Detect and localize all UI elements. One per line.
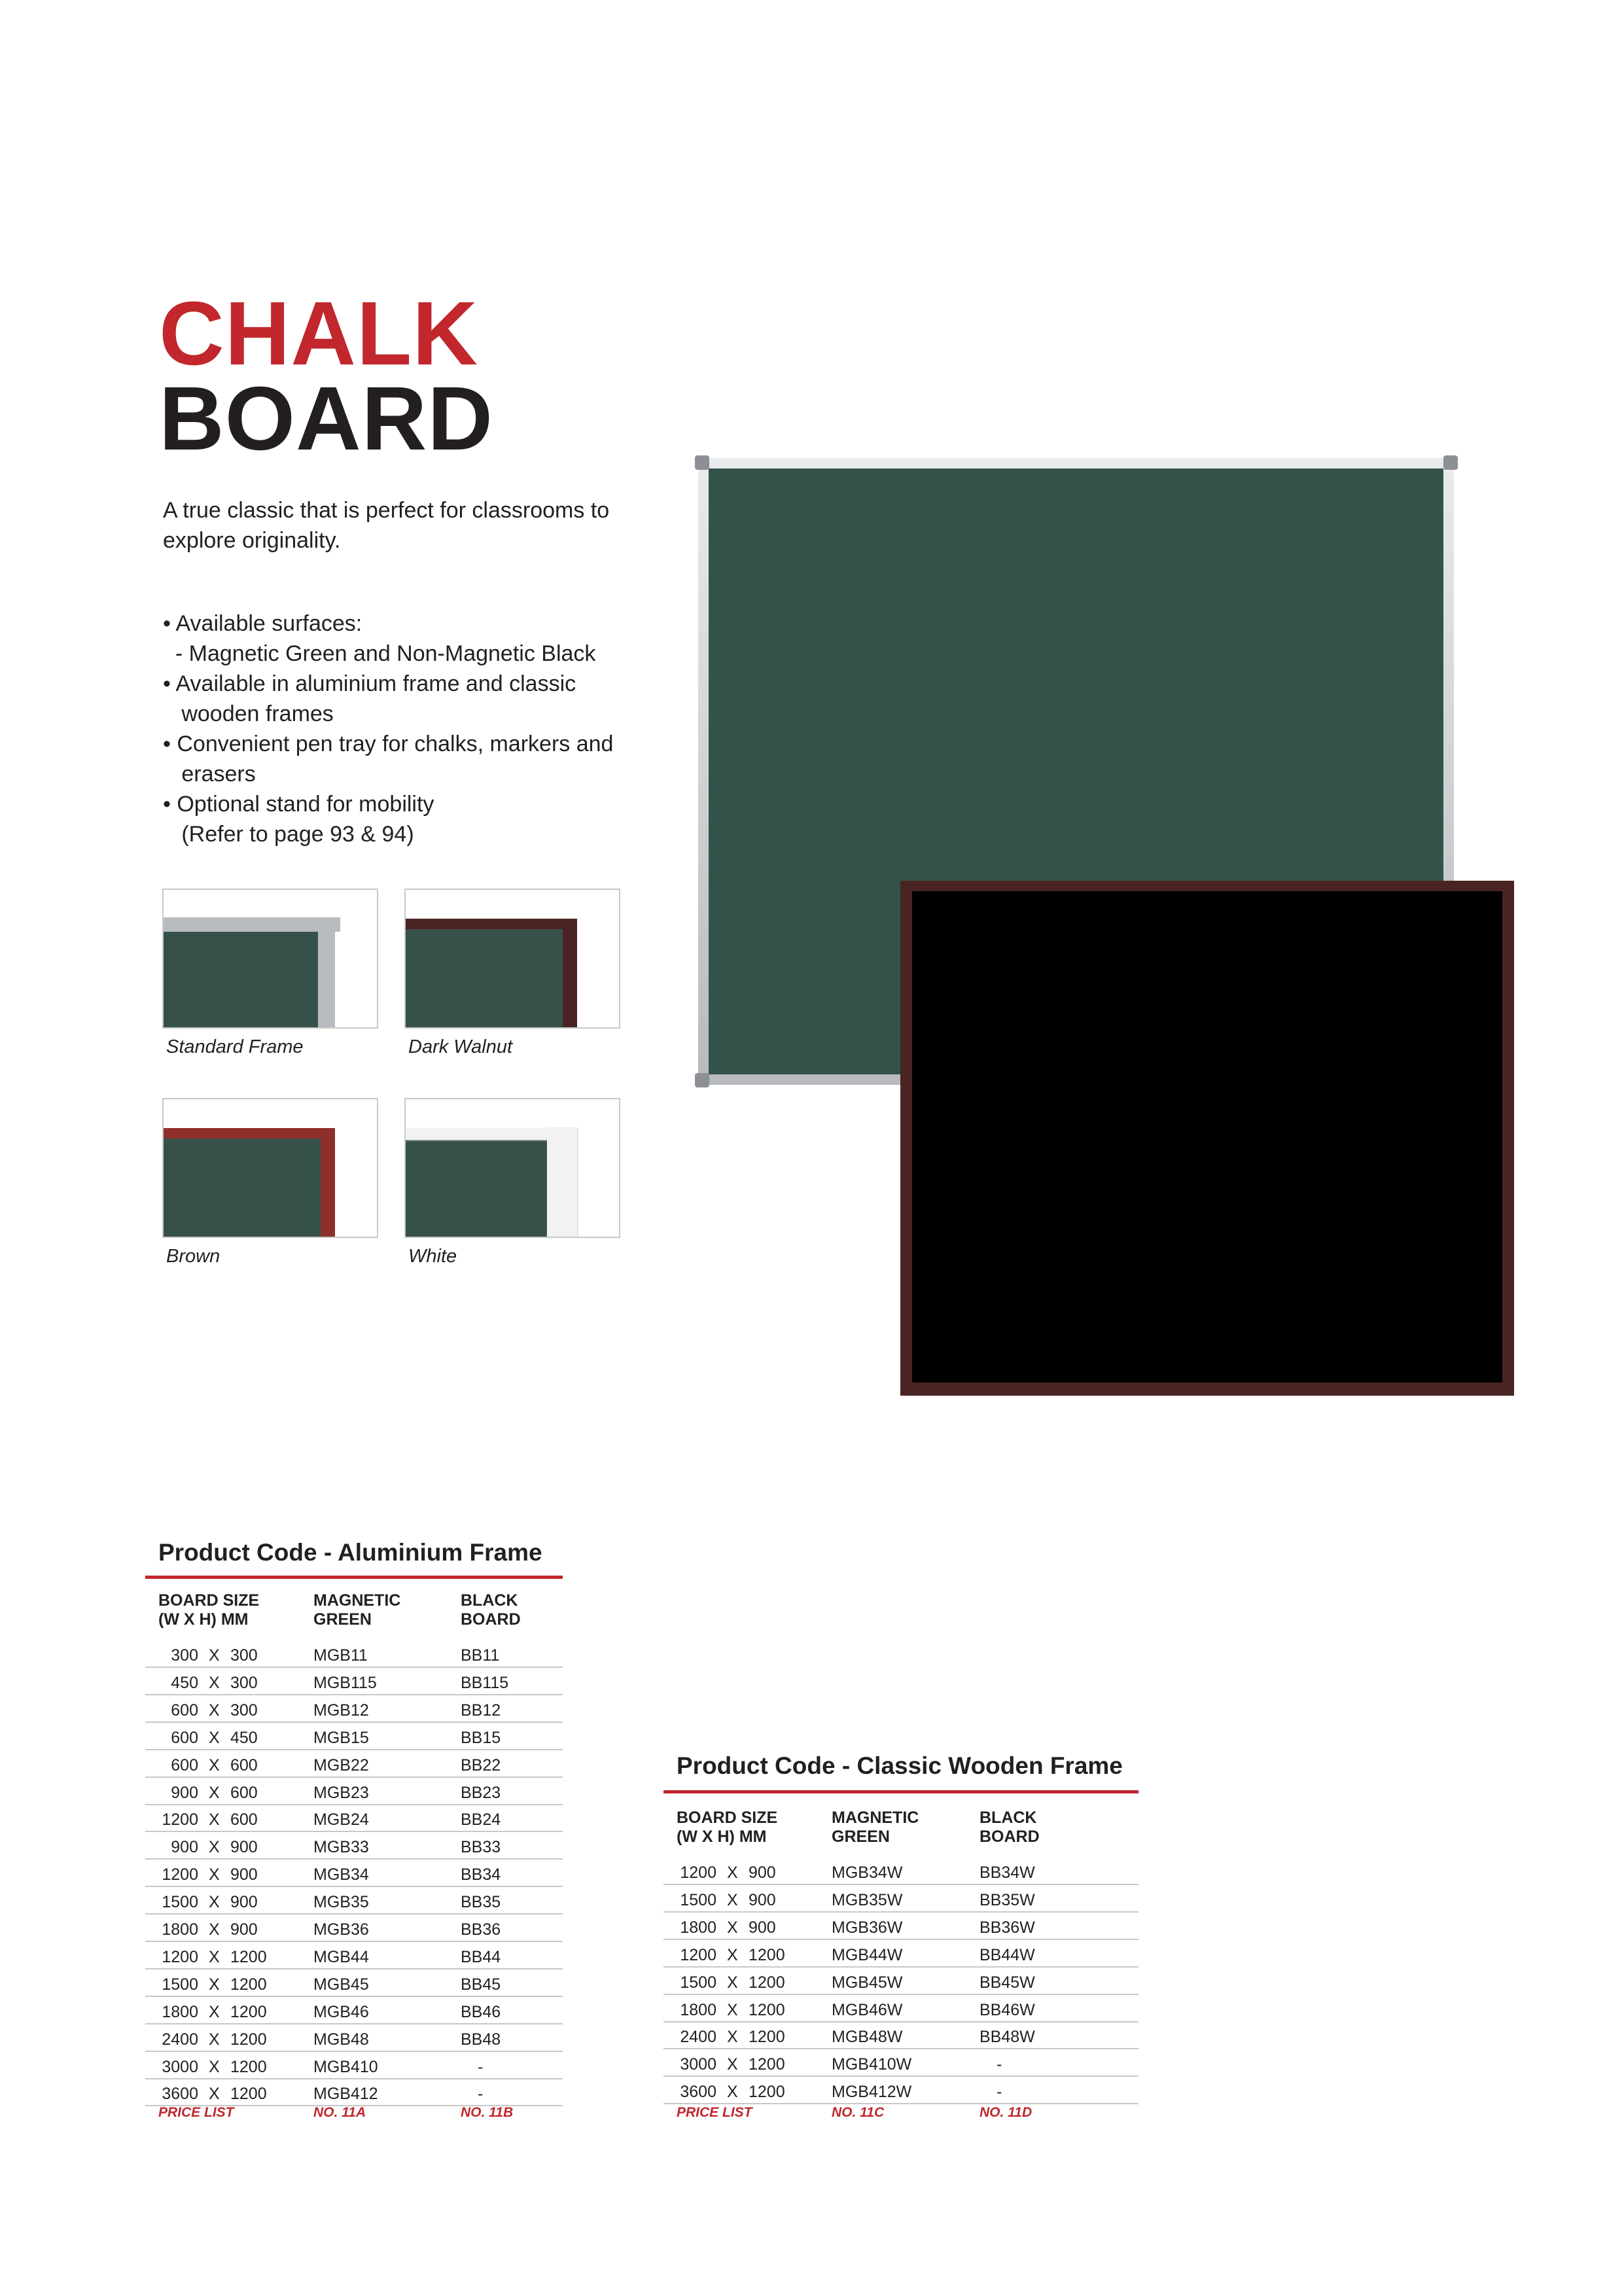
swatch-surface — [406, 927, 563, 1029]
table-row — [145, 1696, 563, 1723]
cell-width: 900 — [171, 1838, 198, 1857]
aluminium-footer-price: PRICE LIST — [158, 2105, 234, 2120]
feature-list — [163, 609, 660, 849]
table-row — [145, 1751, 563, 1778]
table-row — [145, 1669, 563, 1695]
cell-black-board: BB44W — [980, 1945, 1035, 1964]
table-row — [663, 2022, 1139, 2049]
cell-magnetic-green: MGB34W — [832, 1863, 903, 1882]
cell-magnetic-green: MGB45W — [832, 1973, 903, 1992]
table-row — [663, 1913, 1139, 1940]
cell-times: X — [209, 1728, 220, 1747]
frame-corner — [695, 1073, 709, 1087]
aluminium-table-title: Product Code - Aluminium Frame — [158, 1539, 542, 1566]
cell-height: 600 — [230, 1783, 258, 1802]
cell-height: 450 — [230, 1728, 258, 1747]
table-row — [145, 2053, 563, 2079]
wooden-footer-black: NO. 11D — [980, 2105, 1033, 2120]
cell-height: 1200 — [230, 2030, 267, 2049]
cell-height: 300 — [230, 1646, 258, 1665]
cell-times: X — [209, 1756, 220, 1775]
cell-width: 900 — [171, 1783, 198, 1802]
cell-magnetic-green: MGB412 — [313, 2085, 378, 2104]
cell-height: 900 — [230, 1893, 258, 1912]
table-row — [145, 1970, 563, 1997]
table-row — [145, 2025, 563, 2052]
black-chalkboard-image — [912, 891, 1502, 1383]
feature-line: • Available surfaces: — [163, 611, 362, 636]
cell-height: 900 — [230, 1865, 258, 1884]
cell-width: 600 — [171, 1756, 198, 1775]
cell-black-board: - — [478, 2085, 484, 2104]
swatch-dark-walnut — [404, 889, 620, 1029]
cell-times: X — [727, 1973, 738, 1992]
swatch-white — [404, 1098, 620, 1238]
cell-width: 1200 — [162, 1947, 198, 1966]
feature-line: - Magnetic Green and Non-Magnetic Black — [163, 641, 596, 666]
cell-width: 1800 — [162, 2002, 198, 2021]
swatch-label-brown: Brown — [166, 1246, 221, 1267]
cell-height: 1200 — [749, 2083, 785, 2102]
table-row — [145, 2079, 563, 2106]
table-row — [663, 1996, 1139, 2022]
cell-height: 300 — [230, 1701, 258, 1720]
table-row — [663, 2077, 1139, 2104]
cell-times: X — [209, 1920, 220, 1939]
cell-height: 600 — [230, 1756, 258, 1775]
cell-height: 600 — [230, 1810, 258, 1829]
table-row — [663, 2050, 1139, 2077]
cell-magnetic-green: MGB36W — [832, 1918, 903, 1937]
header-line: GREEN — [832, 1828, 890, 1846]
cell-height: 900 — [749, 1890, 776, 1909]
cell-times: X — [209, 1865, 220, 1884]
cell-times: X — [727, 1890, 738, 1909]
cell-black-board: BB22 — [461, 1756, 501, 1775]
cell-height: 300 — [230, 1673, 258, 1692]
cell-black-board: BB115 — [461, 1673, 509, 1692]
cell-black-board: BB46W — [980, 2000, 1035, 2019]
cell-magnetic-green: MGB34 — [313, 1865, 369, 1884]
cell-width: 1200 — [162, 1865, 198, 1884]
swatch-label-white: White — [408, 1246, 457, 1267]
cell-black-board: BB45 — [461, 1975, 501, 1994]
swatch-frame-side — [547, 1128, 577, 1238]
cell-width: 1500 — [680, 1890, 716, 1909]
cell-magnetic-green: MGB22 — [313, 1756, 369, 1775]
cell-magnetic-green: MGB410 — [313, 2057, 378, 2076]
swatch-frame-top — [164, 1128, 335, 1139]
cell-black-board: BB24 — [461, 1810, 501, 1829]
feature-line: (Refer to page 93 & 94) — [163, 822, 414, 847]
cell-black-board: BB36 — [461, 1920, 501, 1939]
cell-height: 1200 — [230, 2057, 267, 2076]
cell-width: 1800 — [162, 1920, 198, 1939]
cell-times: X — [727, 1945, 738, 1964]
cell-black-board: BB46 — [461, 2002, 501, 2021]
cell-magnetic-green: MGB36 — [313, 1920, 369, 1939]
frame-corner — [1443, 455, 1458, 470]
cell-black-board: BB44 — [461, 1947, 501, 1966]
cell-magnetic-green: MGB12 — [313, 1701, 369, 1720]
cell-times: X — [727, 1918, 738, 1937]
cell-magnetic-green: MGB44W — [832, 1945, 903, 1964]
cell-times: X — [209, 1701, 220, 1720]
cell-width: 3000 — [162, 2057, 198, 2076]
header-line: (W X H) MM — [677, 1828, 767, 1846]
cell-height: 1200 — [749, 1973, 785, 1992]
table-row — [145, 1778, 563, 1805]
cell-black-board: - — [478, 2057, 484, 2076]
cell-times: X — [209, 1947, 220, 1966]
table-row — [145, 1888, 563, 1915]
cell-times: X — [209, 2030, 220, 2049]
title-board: BOARD — [159, 368, 493, 469]
feature-line: wooden frames — [163, 701, 334, 726]
cell-times: X — [209, 2057, 220, 2076]
cell-black-board: BB23 — [461, 1783, 501, 1802]
cell-magnetic-green: MGB48 — [313, 2030, 369, 2049]
cell-width: 450 — [171, 1673, 198, 1692]
cell-width: 2400 — [680, 2028, 716, 2047]
cell-width: 1500 — [162, 1975, 198, 1994]
cell-magnetic-green: MGB44 — [313, 1947, 369, 1966]
swatch-surface — [164, 1136, 321, 1238]
cell-width: 1200 — [680, 1863, 716, 1882]
cell-magnetic-green: MGB412W — [832, 2083, 912, 2102]
aluminium-footer-black: NO. 11B — [461, 2105, 514, 2120]
swatch-standard-frame — [162, 889, 378, 1029]
cell-width: 1200 — [162, 1810, 198, 1829]
swatch-surface — [164, 929, 321, 1029]
wooden-table-rule — [663, 1790, 1139, 1793]
cell-times: X — [209, 1893, 220, 1912]
intro-line: explore originality. — [163, 528, 341, 553]
header-line: BOARD — [980, 1828, 1040, 1846]
cell-magnetic-green: MGB24 — [313, 1810, 369, 1829]
cell-height: 900 — [749, 1863, 776, 1882]
header-line: BOARD SIZE — [677, 1809, 778, 1827]
cell-width: 1500 — [680, 1973, 716, 1992]
wooden-footer-price: PRICE LIST — [677, 2105, 752, 2120]
header-black-board — [461, 1591, 521, 1629]
cell-width: 600 — [171, 1701, 198, 1720]
header-line: BLACK — [980, 1809, 1037, 1827]
swatch-frame-top — [406, 919, 577, 929]
cell-width: 1800 — [680, 1918, 716, 1937]
cell-black-board: BB34 — [461, 1865, 501, 1884]
cell-width: 3600 — [162, 2085, 198, 2104]
header-line: BOARD SIZE — [158, 1591, 260, 1610]
cell-width: 3000 — [680, 2055, 716, 2074]
cell-magnetic-green: MGB45 — [313, 1975, 369, 1994]
cell-black-board: BB35W — [980, 1890, 1035, 1909]
cell-black-board: BB12 — [461, 1701, 501, 1720]
header-line: MAGNETIC — [313, 1591, 401, 1610]
cell-height: 1200 — [749, 2028, 785, 2047]
cell-black-board: BB35 — [461, 1893, 501, 1912]
table-row — [663, 1968, 1139, 1995]
cell-magnetic-green: MGB48W — [832, 2028, 903, 2047]
swatch-brown — [162, 1098, 378, 1238]
cell-times: X — [209, 1673, 220, 1692]
cell-magnetic-green: MGB33 — [313, 1838, 369, 1857]
header-magnetic-green — [832, 1809, 919, 1846]
table-row — [145, 1915, 563, 1942]
cell-times: X — [209, 2085, 220, 2104]
cell-times: X — [209, 1838, 220, 1857]
header-line: BOARD — [461, 1610, 521, 1629]
wooden-table-title: Product Code - Classic Wooden Frame — [677, 1752, 1123, 1779]
swatch-frame-top — [164, 917, 340, 932]
swatch-label-standard: Standard Frame — [166, 1036, 304, 1057]
cell-times: X — [209, 2002, 220, 2021]
header-board-size — [677, 1809, 777, 1846]
header-line: BLACK — [461, 1591, 518, 1610]
intro-line: A true classic that is perfect for classrooms to — [163, 498, 610, 523]
cell-black-board: BB15 — [461, 1728, 501, 1747]
cell-times: X — [209, 1783, 220, 1802]
cell-magnetic-green: MGB46W — [832, 2000, 903, 2019]
cell-width: 600 — [171, 1728, 198, 1747]
frame-corner — [695, 455, 709, 470]
cell-magnetic-green: MGB410W — [832, 2055, 912, 2074]
cell-height: 1200 — [749, 2000, 785, 2019]
cell-magnetic-green: MGB35 — [313, 1893, 369, 1912]
cell-times: X — [727, 2083, 738, 2102]
cell-width: 300 — [171, 1646, 198, 1665]
title-chalk: CHALK — [159, 283, 478, 384]
swatch-surface — [406, 1139, 547, 1238]
cell-black-board: BB48 — [461, 2030, 501, 2049]
table-row — [663, 1886, 1139, 1913]
cell-magnetic-green: MGB35W — [832, 1890, 903, 1909]
aluminium-table-rule — [145, 1576, 563, 1579]
header-line: GREEN — [313, 1610, 372, 1629]
table-row — [145, 1998, 563, 2024]
header-magnetic-green — [313, 1591, 400, 1629]
cell-height: 1200 — [230, 1947, 267, 1966]
table-row — [145, 1943, 563, 1969]
table-row — [145, 1805, 563, 1832]
header-line: MAGNETIC — [832, 1809, 919, 1827]
cell-width: 2400 — [162, 2030, 198, 2049]
cell-times: X — [727, 2055, 738, 2074]
cell-height: 900 — [749, 1918, 776, 1937]
swatch-frame-side — [563, 919, 577, 1029]
wooden-footer-green: NO. 11C — [832, 2105, 885, 2120]
cell-black-board: BB33 — [461, 1838, 501, 1857]
cell-times: X — [209, 1975, 220, 1994]
cell-times: X — [209, 1810, 220, 1829]
cell-black-board: BB36W — [980, 1918, 1035, 1937]
cell-black-board: - — [997, 2055, 1002, 2074]
swatch-label-dark-walnut: Dark Walnut — [408, 1036, 513, 1057]
cell-height: 1200 — [230, 2085, 267, 2104]
table-row — [145, 1641, 563, 1668]
header-board-size — [158, 1591, 259, 1629]
cell-black-board: BB48W — [980, 2028, 1035, 2047]
table-row — [145, 1833, 563, 1860]
swatch-frame-side — [318, 917, 335, 1029]
intro-text — [163, 495, 660, 556]
cell-height: 1200 — [230, 1975, 267, 1994]
cell-times: X — [727, 1863, 738, 1882]
cell-width: 1200 — [680, 1945, 716, 1964]
table-row — [145, 1860, 563, 1887]
cell-height: 900 — [230, 1838, 258, 1857]
cell-magnetic-green: MGB46 — [313, 2002, 369, 2021]
cell-black-board: BB34W — [980, 1863, 1035, 1882]
feature-line: erasers — [163, 762, 256, 786]
cell-black-board: BB11 — [461, 1646, 500, 1665]
cell-times: X — [209, 1646, 220, 1665]
cell-magnetic-green: MGB23 — [313, 1783, 369, 1802]
feature-line: • Convenient pen tray for chalks, markers and — [163, 732, 614, 756]
cell-width: 3600 — [680, 2083, 716, 2102]
cell-width: 1500 — [162, 1893, 198, 1912]
cell-black-board: - — [997, 2083, 1002, 2102]
cell-times: X — [727, 2028, 738, 2047]
table-row — [663, 1941, 1139, 1968]
swatch-frame-side — [321, 1128, 335, 1238]
header-line: (W X H) MM — [158, 1610, 249, 1629]
cell-height: 1200 — [749, 2055, 785, 2074]
cell-magnetic-green: MGB15 — [313, 1728, 369, 1747]
feature-line: • Optional stand for mobility — [163, 792, 434, 817]
cell-black-board: BB45W — [980, 1973, 1035, 1992]
table-row — [145, 1723, 563, 1750]
cell-times: X — [727, 2000, 738, 2019]
aluminium-footer-green: NO. 11A — [313, 2105, 366, 2120]
header-black-board — [980, 1809, 1040, 1846]
table-row — [663, 1858, 1139, 1885]
cell-magnetic-green: MGB115 — [313, 1673, 377, 1692]
cell-width: 1800 — [680, 2000, 716, 2019]
cell-height: 1200 — [749, 1945, 785, 1964]
cell-height: 1200 — [230, 2002, 267, 2021]
cell-magnetic-green: MGB11 — [313, 1646, 368, 1665]
feature-line: • Available in aluminium frame and classic — [163, 671, 576, 696]
cell-height: 900 — [230, 1920, 258, 1939]
